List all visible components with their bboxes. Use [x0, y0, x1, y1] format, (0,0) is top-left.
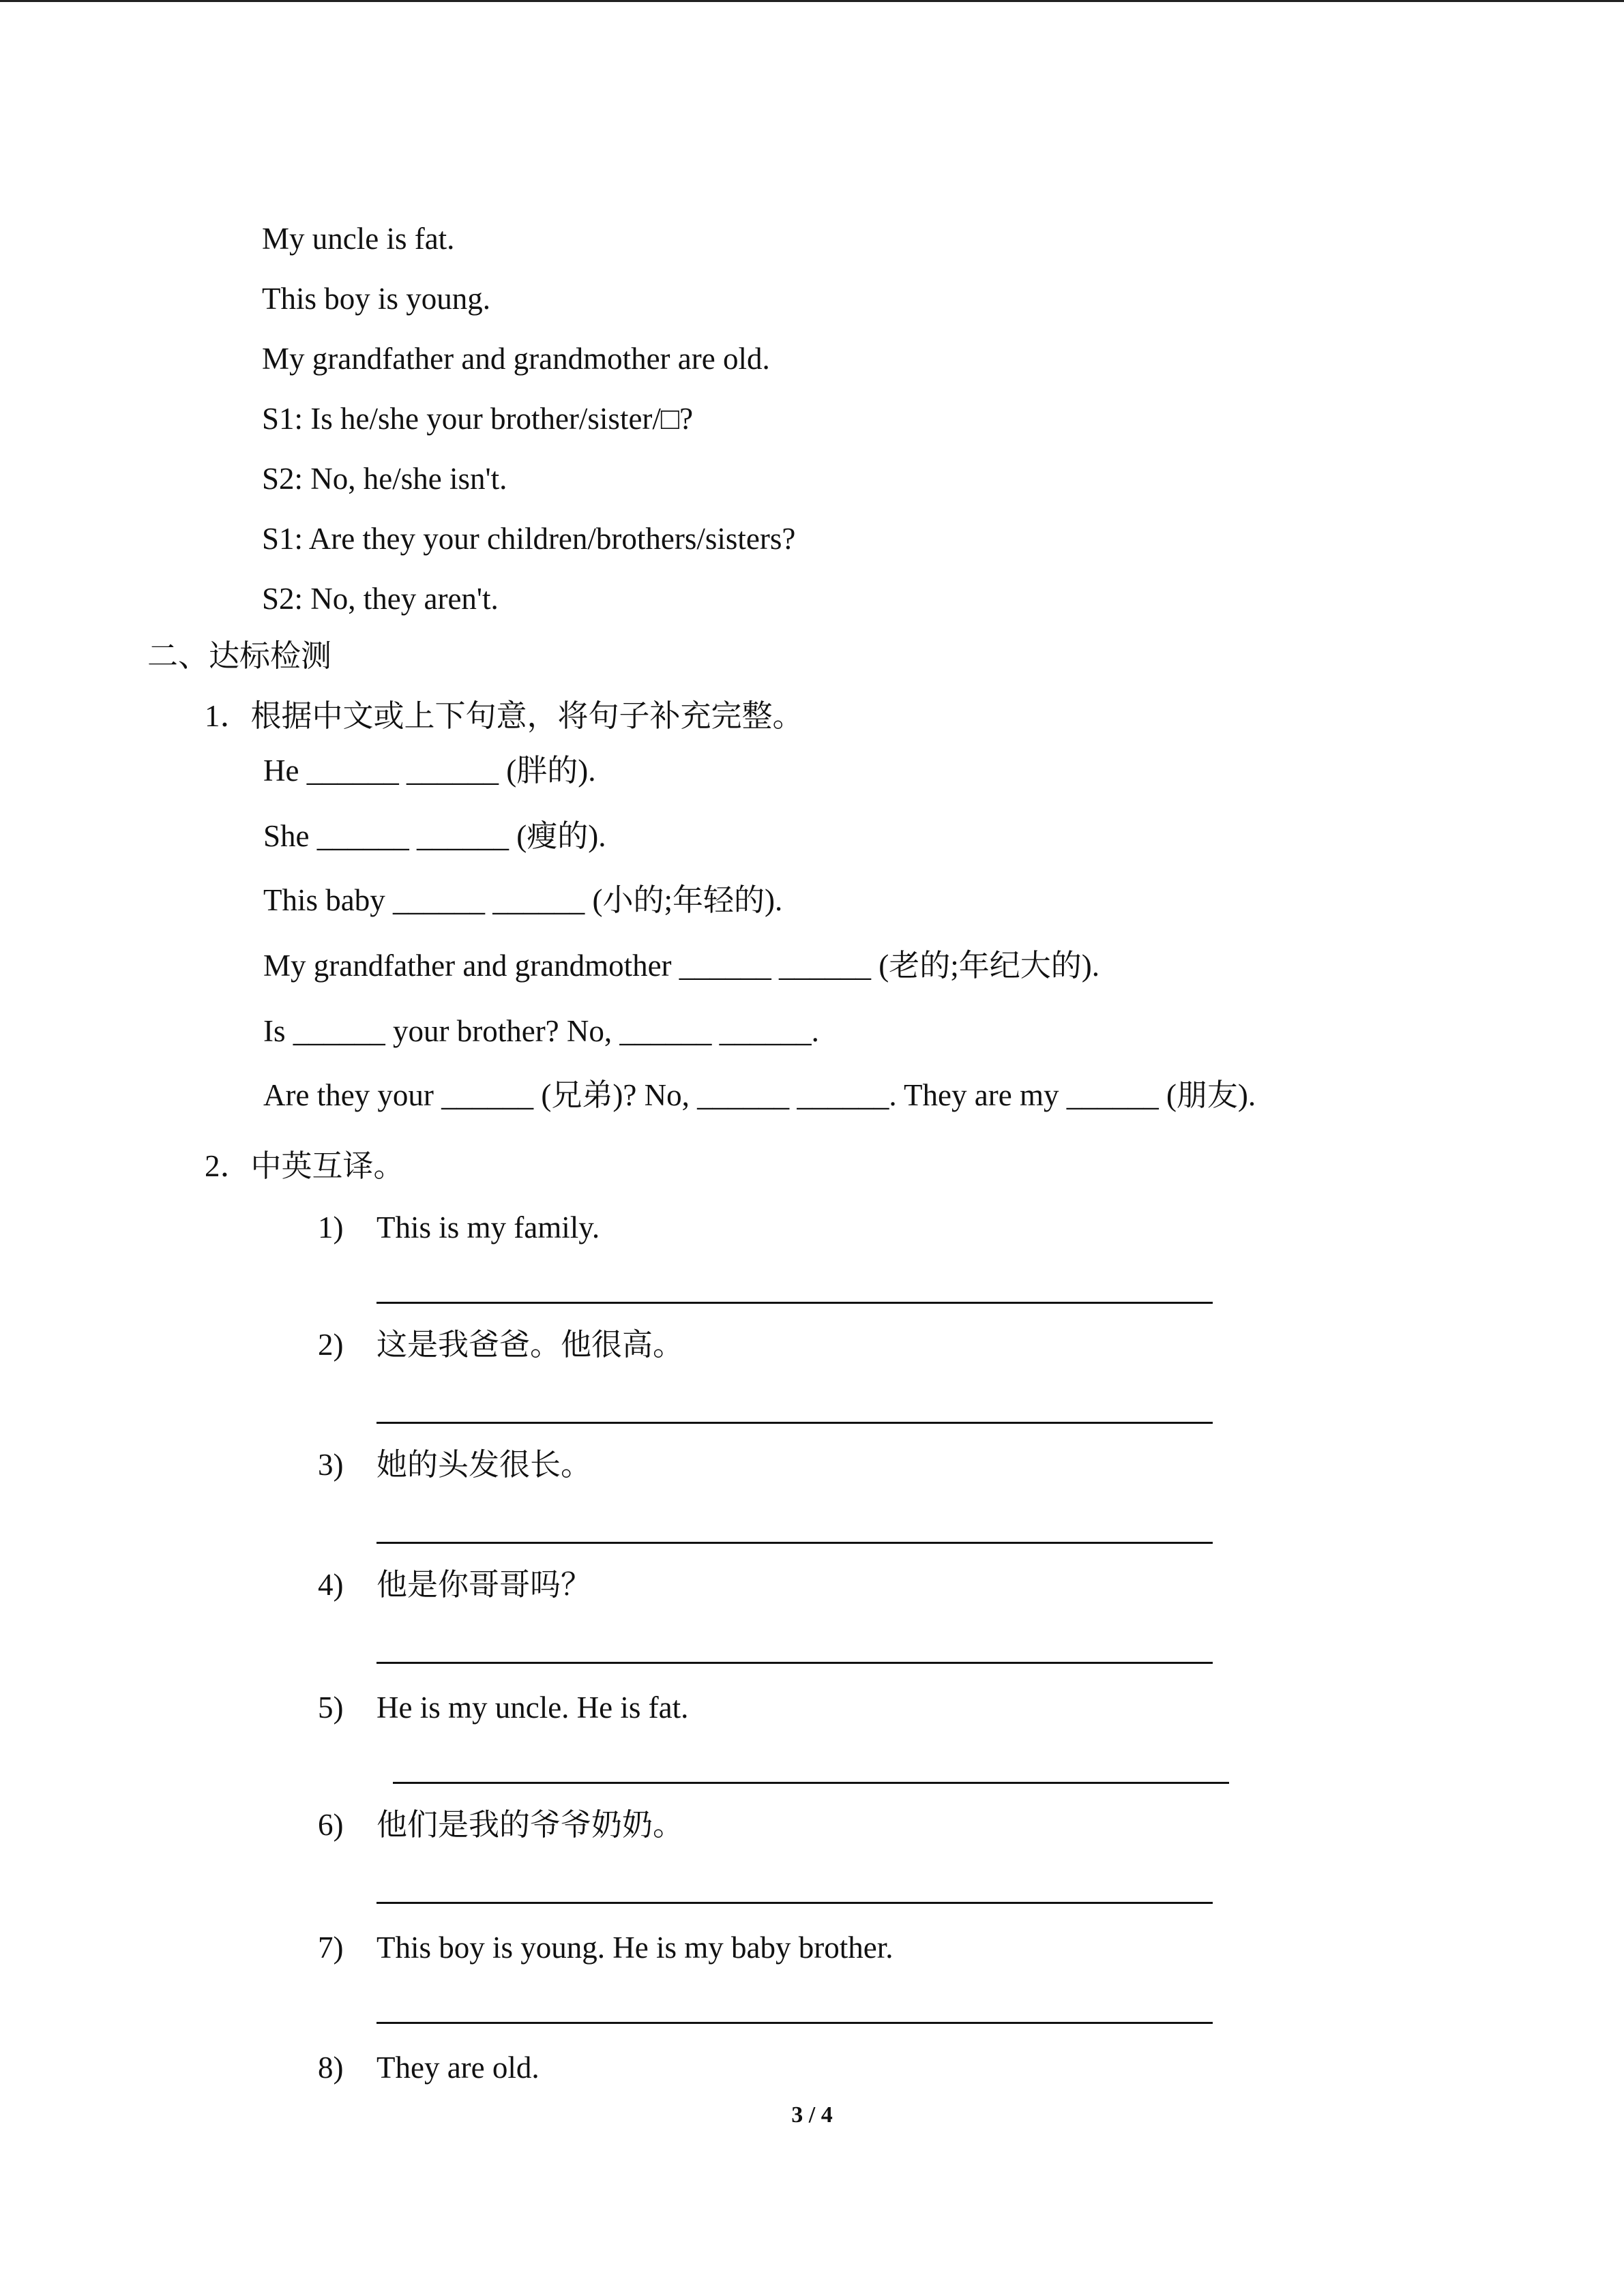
translate-prompt: This is my family.: [377, 1210, 600, 1244]
answer-line[interactable]: [377, 1302, 1213, 1304]
top-border: [0, 0, 1624, 2]
translate-prompt: 他们是我的爷爷奶奶。: [377, 1808, 684, 1842]
fill-blank-item: She ______ ______ (瘦的).: [263, 819, 606, 853]
section-heading: 二、达标检测: [147, 639, 332, 673]
fill-blank-item: He ______ ______ (胖的).: [263, 754, 596, 788]
item-number: 6): [318, 1808, 344, 1842]
question-1-title: 1．根据中文或上下句意，将句子补充完整。: [205, 699, 803, 733]
answer-line[interactable]: [377, 1542, 1213, 1544]
answer-line[interactable]: [393, 1782, 1229, 1784]
translate-prompt: They are old.: [377, 2051, 540, 2085]
translate-prompt: 她的头发很长。: [377, 1448, 592, 1482]
dialog-line: My uncle is fat.: [262, 222, 455, 256]
fill-blank-item: This baby ______ ______ (小的;年轻的).: [263, 883, 783, 917]
item-number: 8): [318, 2051, 344, 2085]
dialog-line: S2: No, they aren't.: [262, 582, 499, 616]
answer-line[interactable]: [377, 2022, 1213, 2024]
fill-blank-item: Are they your ______ (兄弟)? No, ______ ______. They are my ______ (朋友).: [263, 1078, 1256, 1112]
answer-line[interactable]: [377, 1902, 1213, 1904]
item-number: 7): [318, 1930, 344, 1965]
dialog-line: S1: Are they your children/brothers/sisters?: [262, 522, 796, 556]
item-number: 4): [318, 1568, 344, 1602]
item-number: 3): [318, 1448, 344, 1482]
translate-prompt: He is my uncle. He is fat.: [377, 1690, 689, 1725]
dialog-line: This boy is young.: [262, 282, 491, 316]
dialog-line: My grandfather and grandmother are old.: [262, 342, 770, 376]
translate-prompt: This boy is young. He is my baby brother.: [377, 1930, 894, 1965]
item-number: 1): [318, 1210, 344, 1244]
answer-line[interactable]: [377, 1422, 1213, 1424]
dialog-line: S1: Is he/she your brother/sister/□?: [262, 402, 694, 436]
fill-blank-item: My grandfather and grandmother ______ ______ (老的;年纪大的).: [263, 949, 1100, 983]
translate-prompt: 这是我爸爸。他很高。: [377, 1328, 684, 1362]
page-number: 3 / 4: [791, 2102, 833, 2128]
translate-prompt: 他是你哥哥吗？: [377, 1568, 592, 1602]
answer-line[interactable]: [377, 1662, 1213, 1664]
item-number: 2): [318, 1328, 344, 1362]
dialog-line: S2: No, he/she isn't.: [262, 462, 507, 496]
item-number: 5): [318, 1690, 344, 1725]
question-2-title: 2．中英互译。: [205, 1149, 404, 1183]
fill-blank-item: Is ______ your brother? No, ______ ______.: [263, 1014, 819, 1048]
